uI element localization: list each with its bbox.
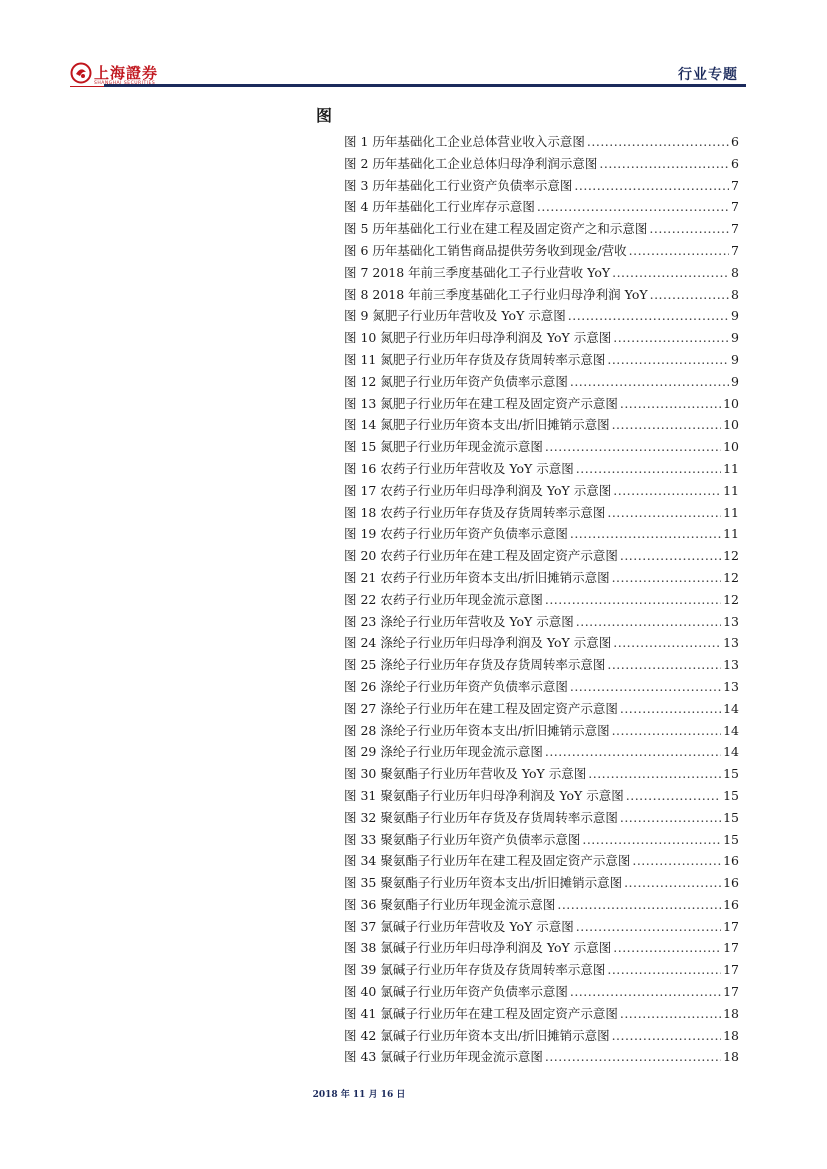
toc-entry-label: 图 35 聚氨酯子行业历年资本支出/折旧摊销示意图	[344, 875, 623, 891]
toc-entry[interactable]	[344, 785, 739, 807]
toc-entry-label: 图 22 农药子行业历年现金流示意图	[344, 591, 543, 607]
toc-entry[interactable]	[344, 545, 739, 567]
toc-entry-page: 9	[731, 308, 739, 324]
toc-entry-label: 图 28 涤纶子行业历年资本支出/折旧摊销示意图	[344, 722, 610, 738]
toc-leader-dots	[607, 349, 729, 371]
toc-leader-dots	[574, 175, 729, 197]
toc-entry[interactable]	[344, 305, 739, 327]
toc-entry-label: 图 23 涤纶子行业历年营收及 YoY 示意图	[344, 613, 574, 629]
toc-leader-dots	[650, 284, 729, 306]
toc-leader-dots	[545, 436, 721, 458]
toc-entry-page: 12	[723, 591, 739, 607]
toc-leader-dots	[576, 916, 721, 938]
toc-entry[interactable]	[344, 196, 739, 218]
toc-entry[interactable]	[344, 458, 739, 480]
toc-entry-label: 图 19 农药子行业历年资产负债率示意图	[344, 526, 568, 542]
toc-leader-dots	[612, 262, 729, 284]
toc-entry-label: 图 16 农药子行业历年营收及 YoY 示意图	[344, 460, 574, 476]
toc-entry-page: 7	[731, 221, 739, 237]
toc-entry-label: 图 18 农药子行业历年存货及存货周转率示意图	[344, 504, 606, 520]
toc-entry[interactable]	[344, 349, 739, 371]
toc-entry-page: 8	[731, 286, 739, 302]
toc-entry-label: 图 32 聚氨酯子行业历年存货及存货周转率示意图	[344, 809, 618, 825]
toc-entry-label: 图 39 氯碱子行业历年存货及存货周转率示意图	[344, 962, 606, 978]
toc-leader-dots	[570, 676, 721, 698]
toc-leader-dots	[607, 959, 721, 981]
toc-leader-dots	[576, 458, 721, 480]
toc-entry-label: 图 41 氯碱子行业历年在建工程及固定资产示意图	[344, 1005, 618, 1021]
toc-entry-label: 图 6 历年基础化工销售商品提供劳务收到现金/营收	[344, 242, 627, 258]
toc-entry-page: 9	[731, 330, 739, 346]
toc-leader-dots	[620, 545, 721, 567]
toc-leader-dots	[613, 480, 721, 502]
toc-entry[interactable]	[344, 632, 739, 654]
toc-entry-label: 图 24 涤纶子行业历年归母净利润及 YoY 示意图	[344, 635, 612, 651]
toc-leader-dots	[545, 589, 721, 611]
toc-entry-label: 图 34 聚氨酯子行业历年在建工程及固定资产示意图	[344, 853, 631, 869]
toc-entry-page: 18	[723, 1005, 739, 1021]
toc-leader-dots	[599, 153, 729, 175]
toc-entry-label: 图 40 氯碱子行业历年资产负债率示意图	[344, 984, 568, 1000]
toc-entry-page: 16	[723, 896, 739, 912]
toc-entry[interactable]	[344, 371, 739, 393]
toc-entry-page: 15	[723, 809, 739, 825]
toc-entry[interactable]	[344, 829, 739, 851]
toc-entry[interactable]	[344, 1025, 739, 1047]
toc-entry-page: 11	[723, 526, 739, 542]
toc-entry-label: 图 43 氯碱子行业历年现金流示意图	[344, 1049, 543, 1065]
toc-leader-dots	[632, 850, 721, 872]
toc-entry-page: 10	[723, 395, 739, 411]
toc-leader-dots	[649, 218, 729, 240]
toc-entry[interactable]	[344, 654, 739, 676]
toc-entry-page: 13	[723, 678, 739, 694]
toc-entry[interactable]	[344, 763, 739, 785]
toc-entry[interactable]	[344, 872, 739, 894]
figure-list	[344, 131, 739, 1068]
toc-entry-label: 图 10 氮肥子行业历年归母净利润及 YoY 示意图	[344, 330, 612, 346]
toc-leader-dots	[612, 567, 722, 589]
toc-entry[interactable]	[344, 959, 739, 981]
toc-entry-label: 图 33 聚氨酯子行业历年资产负债率示意图	[344, 831, 581, 847]
toc-entry-label: 图 12 氮肥子行业历年资产负债率示意图	[344, 373, 568, 389]
toc-entry[interactable]	[344, 262, 739, 284]
toc-entry[interactable]	[344, 807, 739, 829]
toc-entry-label: 图 5 历年基础化工行业在建工程及固定资产之和示意图	[344, 221, 648, 237]
toc-entry-label: 图 11 氮肥子行业历年存货及存货周转率示意图	[344, 351, 606, 367]
toc-entry[interactable]	[344, 393, 739, 415]
toc-leader-dots	[607, 502, 721, 524]
logo-text: 上海證券	[94, 64, 159, 82]
toc-entry[interactable]	[344, 698, 739, 720]
toc-entry[interactable]	[344, 567, 739, 589]
toc-entry-page: 8	[731, 264, 739, 280]
toc-entry-page: 11	[723, 482, 739, 498]
toc-entry-page: 13	[723, 613, 739, 629]
toc-entry-label: 图 29 涤纶子行业历年现金流示意图	[344, 744, 543, 760]
toc-entry[interactable]	[344, 523, 739, 545]
toc-entry-label: 图 15 氮肥子行业历年现金流示意图	[344, 439, 543, 455]
toc-entry[interactable]	[344, 741, 739, 763]
toc-leader-dots	[576, 611, 721, 633]
toc-leader-dots	[537, 196, 729, 218]
toc-entry[interactable]	[344, 937, 739, 959]
toc-entry-label: 图 37 氯碱子行业历年营收及 YoY 示意图	[344, 918, 574, 934]
toc-entry-page: 16	[723, 875, 739, 891]
toc-entry-label: 图 9 氮肥子行业历年营收及 YoY 示意图	[344, 308, 566, 324]
toc-entry-label: 图 31 聚氨酯子行业历年归母净利润及 YoY 示意图	[344, 787, 624, 803]
toc-entry[interactable]	[344, 436, 739, 458]
toc-entry-page: 15	[723, 787, 739, 803]
toc-entry-page: 14	[723, 744, 739, 760]
toc-entry-page: 13	[723, 635, 739, 651]
toc-entry[interactable]	[344, 720, 739, 742]
toc-entry[interactable]	[344, 414, 739, 436]
toc-entry-label: 图 25 涤纶子行业历年存货及存货周转率示意图	[344, 657, 606, 673]
toc-entry[interactable]	[344, 1003, 739, 1025]
toc-entry-label: 图 17 农药子行业历年归母净利润及 YoY 示意图	[344, 482, 612, 498]
toc-entry[interactable]	[344, 981, 739, 1003]
toc-leader-dots	[557, 894, 721, 916]
toc-entry[interactable]	[344, 894, 739, 916]
toc-entry[interactable]	[344, 153, 739, 175]
toc-leader-dots	[607, 654, 721, 676]
toc-entry-label: 图 13 氮肥子行业历年在建工程及固定资产示意图	[344, 395, 618, 411]
toc-leader-dots	[620, 698, 721, 720]
toc-entry-page: 18	[723, 1049, 739, 1065]
toc-entry[interactable]	[344, 502, 739, 524]
toc-entry-page: 14	[723, 722, 739, 738]
toc-entry-label: 图 20 农药子行业历年在建工程及固定资产示意图	[344, 548, 618, 564]
toc-entry[interactable]	[344, 916, 739, 938]
toc-entry-page: 17	[723, 984, 739, 1000]
toc-entry-label: 图 36 聚氨酯子行业历年现金流示意图	[344, 896, 556, 912]
toc-leader-dots	[612, 414, 722, 436]
toc-leader-dots	[613, 937, 721, 959]
toc-entry-page: 15	[723, 766, 739, 782]
toc-entry[interactable]	[344, 175, 739, 197]
toc-entry-page: 11	[723, 460, 739, 476]
toc-leader-dots	[545, 1046, 721, 1068]
toc-entry-label: 图 38 氯碱子行业历年归母净利润及 YoY 示意图	[344, 940, 612, 956]
toc-entry[interactable]	[344, 611, 739, 633]
toc-leader-dots	[612, 1025, 722, 1047]
toc-entry-page: 12	[723, 548, 739, 564]
toc-entry-page: 9	[731, 351, 739, 367]
header-divider	[104, 84, 746, 87]
toc-leader-dots	[570, 981, 721, 1003]
toc-entry[interactable]	[344, 850, 739, 872]
toc-entry-label: 图 26 涤纶子行业历年资产负债率示意图	[344, 678, 568, 694]
report-type-label: 行业专题	[678, 67, 738, 83]
toc-entry-page: 9	[731, 373, 739, 389]
toc-leader-dots	[620, 1003, 721, 1025]
toc-leader-dots	[545, 741, 721, 763]
toc-entry-label: 图 1 历年基础化工企业总体营业收入示意图	[344, 134, 585, 149]
toc-entry-page: 17	[723, 918, 739, 934]
toc-entry[interactable]	[344, 240, 739, 262]
toc-entry-label: 图 2 历年基础化工企业总体归母净利润示意图	[344, 155, 598, 171]
toc-entry-label: 图 8 2018 年前三季度基础化工子行业归母净利润 YoY	[344, 286, 648, 302]
toc-entry-label: 图 3 历年基础化工行业资产负债率示意图	[344, 177, 573, 193]
toc-entry-page: 17	[723, 940, 739, 956]
toc-entry-label: 图 21 农药子行业历年资本支出/折旧摊销示意图	[344, 569, 610, 585]
toc-entry-label: 图 27 涤纶子行业历年在建工程及固定资产示意图	[344, 700, 618, 716]
toc-leader-dots	[570, 523, 721, 545]
toc-entry[interactable]	[344, 589, 739, 611]
toc-leader-dots	[588, 763, 721, 785]
toc-entry-page: 10	[723, 439, 739, 455]
toc-entry-label: 图 7 2018 年前三季度基础化工子行业营收 YoY	[344, 264, 611, 280]
toc-entry-page: 15	[723, 831, 739, 847]
toc-entry-label: 图 14 氮肥子行业历年资本支出/折旧摊销示意图	[344, 417, 610, 433]
toc-entry[interactable]	[344, 131, 739, 153]
toc-entry-page: 16	[723, 853, 739, 869]
toc-entry-page: 7	[731, 177, 739, 193]
logo-emblem-icon	[70, 62, 92, 84]
toc-entry-page: 7	[731, 242, 739, 258]
toc-entry[interactable]	[344, 480, 739, 502]
toc-leader-dots	[612, 720, 722, 742]
toc-entry-page: 10	[723, 417, 739, 433]
toc-leader-dots	[568, 305, 729, 327]
toc-entry-page: 13	[723, 657, 739, 673]
toc-entry-page: 12	[723, 569, 739, 585]
header-divider-accent	[70, 86, 104, 87]
toc-leader-dots	[624, 872, 721, 894]
toc-leader-dots	[620, 807, 721, 829]
toc-entry[interactable]	[344, 1046, 739, 1068]
toc-entry[interactable]	[344, 218, 739, 240]
toc-leader-dots	[620, 393, 721, 415]
toc-leader-dots	[629, 240, 729, 262]
toc-entry-page: 14	[723, 700, 739, 716]
toc-leader-dots	[570, 371, 729, 393]
toc-entry[interactable]	[344, 676, 739, 698]
toc-entry[interactable]	[344, 284, 739, 306]
toc-entry-page: 6	[731, 134, 739, 149]
toc-leader-dots	[587, 131, 729, 153]
toc-entry-page: 11	[723, 504, 739, 520]
toc-entry-label: 图 42 氯碱子行业历年资本支出/折旧摊销示意图	[344, 1027, 610, 1043]
toc-entry-page: 17	[723, 962, 739, 978]
toc-entry-label: 图 30 聚氨酯子行业历年营收及 YoY 示意图	[344, 766, 587, 782]
toc-entry-page: 18	[723, 1027, 739, 1043]
toc-entry-page: 6	[731, 155, 739, 171]
toc-leader-dots	[613, 632, 721, 654]
toc-leader-dots	[626, 785, 721, 807]
footer-date: 2018 年 11 月 16 日	[312, 1090, 406, 1100]
toc-leader-dots	[582, 829, 721, 851]
toc-leader-dots	[613, 327, 729, 349]
logo-subtext: SHANGHAI SECURITIES	[94, 81, 156, 86]
toc-entry[interactable]	[344, 327, 739, 349]
toc-entry-label: 图 4 历年基础化工行业库存示意图	[344, 199, 535, 215]
section-title: 图	[316, 106, 333, 125]
toc-entry-page: 7	[731, 199, 739, 215]
